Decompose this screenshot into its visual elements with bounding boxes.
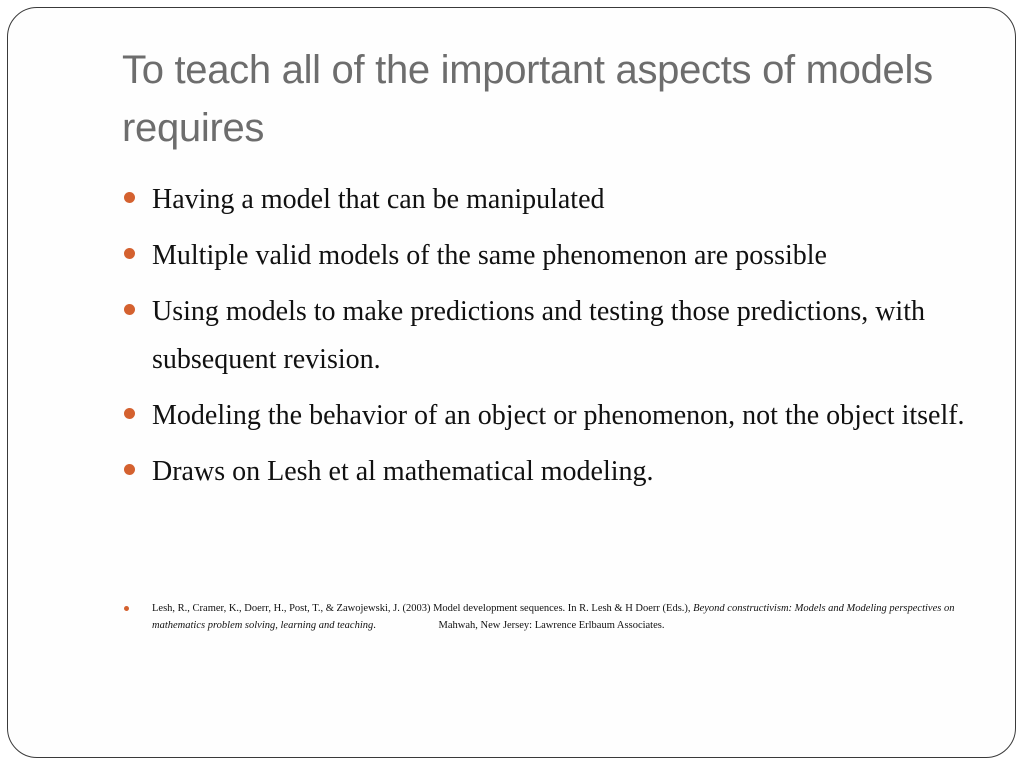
- bullet-dot-icon: [124, 464, 135, 475]
- slide-frame: [7, 7, 1016, 758]
- bullet-dot-icon: [124, 304, 135, 315]
- slide-title: To teach all of the important aspects of models requires: [122, 48, 933, 150]
- bullet-dot-icon: [124, 408, 135, 419]
- reference-publisher: Mahwah, New Jersey: Lawrence Erlbaum Associates.: [438, 620, 665, 631]
- bullet-item: [122, 176, 982, 224]
- bullet-text: Draws on Lesh et al mathematical modeling.: [152, 456, 654, 487]
- reference-citation: [122, 600, 982, 634]
- bullet-item: [122, 232, 982, 280]
- bullet-text: Having a model that can be manipulated: [152, 184, 605, 215]
- reference-dot-icon: [124, 606, 129, 611]
- bullet-item: [122, 288, 982, 384]
- bullet-item: [122, 448, 982, 496]
- bullet-text: Using models to make predictions and testing those predictions, with subsequent revision.: [152, 296, 925, 375]
- bullet-item: [122, 392, 982, 440]
- reference-authors: Lesh, R., Cramer, K., Doerr, H., Post, T., & Zawojewski, J. (2003) Model development sequences. In R. Lesh & H Doerr (Eds.),: [152, 603, 694, 614]
- bullet-dot-icon: [124, 248, 135, 259]
- bullet-dot-icon: [124, 192, 135, 203]
- bullet-list: [122, 176, 982, 504]
- bullet-text: Multiple valid models of the same phenomenon are possible: [152, 240, 827, 271]
- reference-book-suffix: .: [373, 620, 376, 631]
- bullet-text: Modeling the behavior of an object or phenomenon, not the object itself.: [152, 400, 965, 431]
- reference-book-title: Beyond constructivism: Models and Modeling perspectives on mathematics problem solving, learning and teaching: [152, 603, 955, 631]
